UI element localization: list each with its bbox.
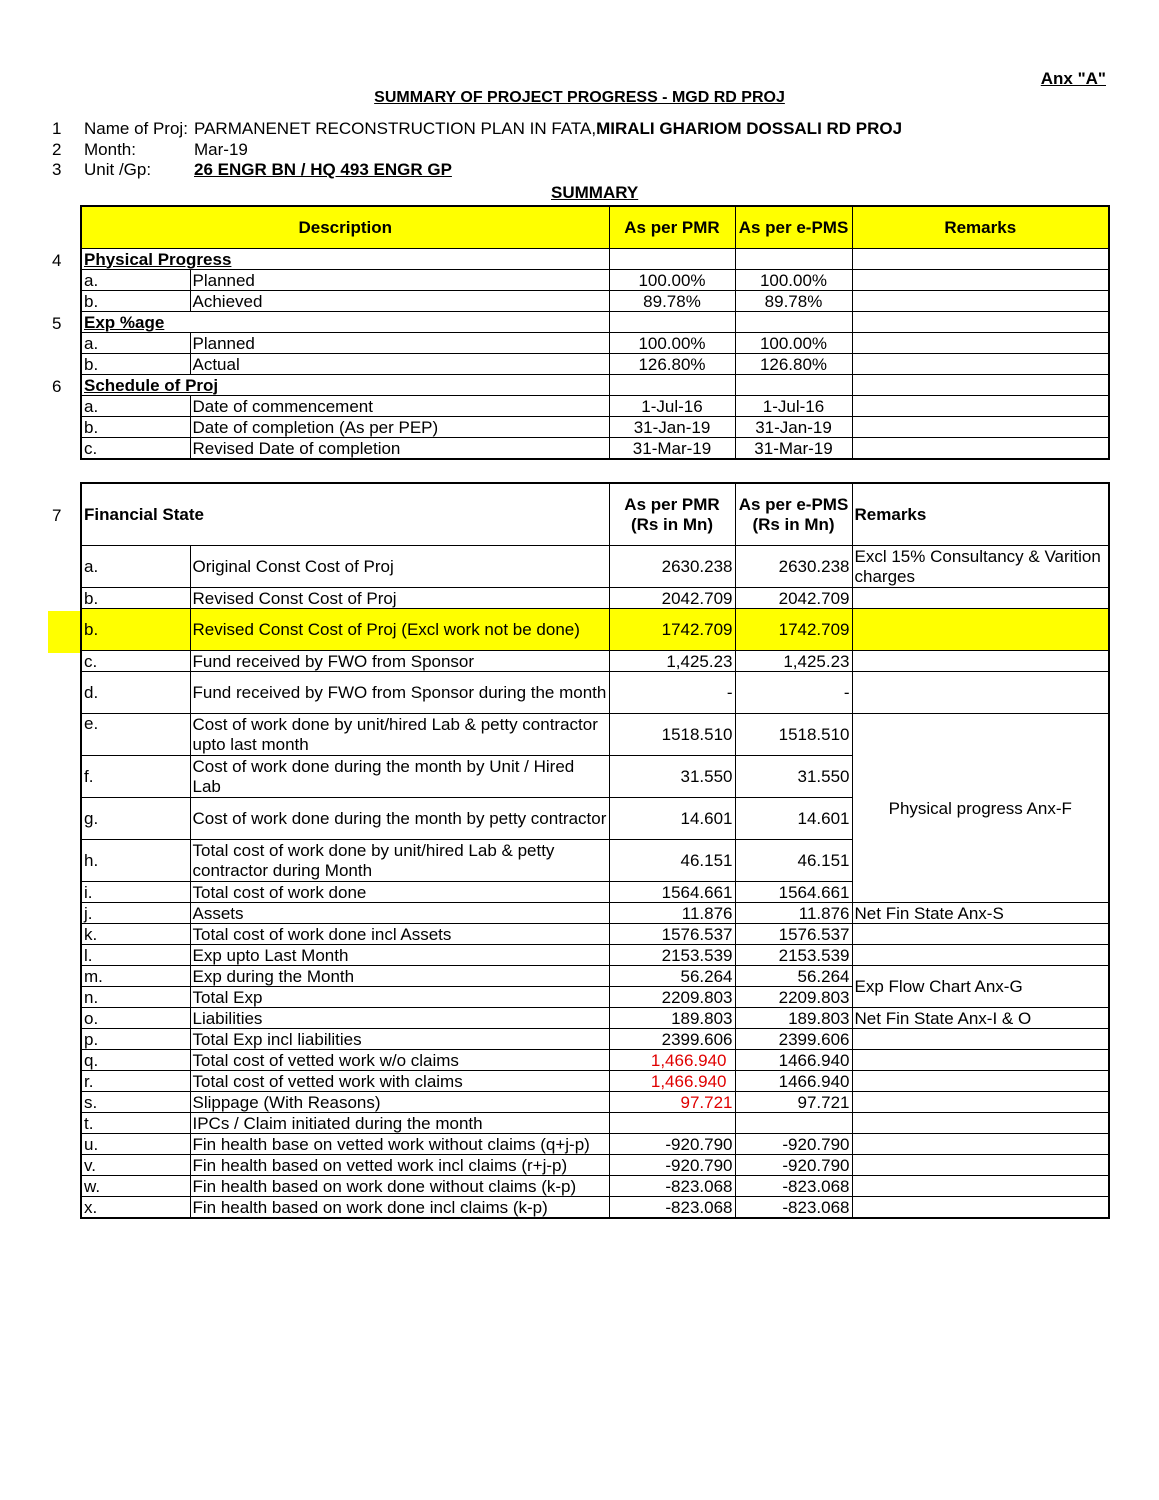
- row-desc: Date of commencement: [190, 396, 609, 417]
- row-pmr: 1742.709: [609, 609, 735, 651]
- row-key: r.: [81, 1071, 190, 1092]
- row-epms: 100.00%: [735, 270, 852, 291]
- row-epms: 1,425.23: [735, 651, 852, 672]
- header-epms: As per e-PMS (Rs in Mn): [735, 483, 852, 546]
- row-desc: Total cost of work done by unit/hired Lab & petty contractor during Month: [190, 840, 609, 882]
- row-epms: 2209.803: [735, 987, 852, 1008]
- row-pmr: 46.151: [609, 840, 735, 882]
- row-pmr: 100.00%: [609, 270, 735, 291]
- row-key: s.: [81, 1092, 190, 1113]
- row-epms: 1466.940: [735, 1071, 852, 1092]
- row-pmr: 1,466.940: [609, 1050, 735, 1071]
- section-label: Schedule of Proj: [81, 375, 609, 396]
- row-desc: Planned: [190, 333, 609, 354]
- row-desc: Fin health based on work done incl claims (k-p): [190, 1197, 609, 1219]
- row-desc: Total cost of vetted work with claims: [190, 1071, 609, 1092]
- row-remarks: [852, 1092, 1109, 1113]
- row-remarks: [852, 672, 1109, 714]
- row-remarks: [852, 1050, 1109, 1071]
- row-key: v.: [81, 1155, 190, 1176]
- row-remarks: [852, 1134, 1109, 1155]
- section-row: [81, 312, 1109, 333]
- row-epms: 2042.709: [735, 588, 852, 609]
- row-desc: Cost of work done during the month by petty contractor: [190, 798, 609, 840]
- table-row: [81, 438, 1109, 460]
- row-pmr: 189.803: [609, 1008, 735, 1029]
- row-epms: [735, 1113, 852, 1134]
- info-label: Unit /Gp:: [84, 160, 152, 179]
- row-epms: 1742.709: [735, 609, 852, 651]
- row-remarks: [852, 945, 1109, 966]
- row-desc: Fund received by FWO from Sponsor: [190, 651, 609, 672]
- table-row: [81, 1197, 1109, 1219]
- table-header: [81, 206, 1109, 249]
- row-epms: 89.78%: [735, 291, 852, 312]
- month-value: Mar-19: [194, 140, 248, 159]
- row-key: i.: [81, 882, 190, 903]
- row-desc: Assets: [190, 903, 609, 924]
- row-key: h.: [81, 840, 190, 882]
- row-desc: Revised Const Cost of Proj: [190, 588, 609, 609]
- annex-label: Anx "A": [1040, 69, 1106, 88]
- info-number: 3: [52, 160, 62, 179]
- row-pmr: 2630.238: [609, 546, 735, 588]
- header-pmr: As per PMR: [609, 206, 735, 249]
- row-pmr: -823.068: [609, 1197, 735, 1219]
- row-desc: Total cost of vetted work w/o claims: [190, 1050, 609, 1071]
- row-key: d.: [81, 672, 190, 714]
- row-pmr: -920.790: [609, 1155, 735, 1176]
- row-key: b.: [81, 417, 190, 438]
- table-row: [81, 1008, 1109, 1029]
- row-pmr: 1564.661: [609, 882, 735, 903]
- row-pmr: 89.78%: [609, 291, 735, 312]
- table-row: [81, 714, 1109, 756]
- row-desc: IPCs / Claim initiated during the month: [190, 1113, 609, 1134]
- table-row: [81, 396, 1109, 417]
- row-epms: 2153.539: [735, 945, 852, 966]
- header-description: Description: [81, 206, 609, 249]
- table-row: [81, 1092, 1109, 1113]
- row-epms: 11.876: [735, 903, 852, 924]
- row-desc: Exp during the Month: [190, 966, 609, 987]
- row-epms: 1564.661: [735, 882, 852, 903]
- row-key: c.: [81, 438, 190, 460]
- row-epms: 126.80%: [735, 354, 852, 375]
- remarks-physical-progress: Physical progress Anx-F: [852, 714, 1109, 903]
- row-pmr: -: [609, 672, 735, 714]
- table-row: [81, 672, 1109, 714]
- table-row: [81, 1134, 1109, 1155]
- page-title: SUMMARY OF PROJECT PROGRESS - MGD RD PROJ: [374, 89, 785, 106]
- row-desc: Cost of work done by unit/hired Lab & petty contractor upto last month: [190, 714, 609, 756]
- row-remarks: Excl 15% Consultancy & Varition charges: [852, 546, 1109, 588]
- row-key: b.: [81, 588, 190, 609]
- row-pmr: 31-Jan-19: [609, 417, 735, 438]
- header-financial: Financial State: [81, 483, 609, 546]
- row-remarks: [852, 1029, 1109, 1050]
- project-name: PARMANENET RECONSTRUCTION PLAN IN FATA,MIRALI GHARIOM DOSSALI RD PROJ: [194, 119, 903, 138]
- section-row: [81, 249, 1109, 270]
- table-header: [81, 483, 1109, 546]
- table-row: [81, 417, 1109, 438]
- row-key: o.: [81, 1008, 190, 1029]
- section-number: 4: [52, 251, 62, 270]
- row-epms: 14.601: [735, 798, 852, 840]
- row-key: f.: [81, 756, 190, 798]
- table-row: [81, 903, 1109, 924]
- row-pmr: -823.068: [609, 1176, 735, 1197]
- row-desc: Planned: [190, 270, 609, 291]
- header-remarks: Remarks: [852, 206, 1109, 249]
- row-remarks: [852, 1071, 1109, 1092]
- row-remarks: [852, 609, 1109, 651]
- row-remarks: [852, 1113, 1109, 1134]
- row-key: a.: [81, 270, 190, 291]
- table-row: [81, 924, 1109, 945]
- row-key: l.: [81, 945, 190, 966]
- row-desc: Exp upto Last Month: [190, 945, 609, 966]
- row-epms: -: [735, 672, 852, 714]
- row-key: k.: [81, 924, 190, 945]
- row-desc: Liabilities: [190, 1008, 609, 1029]
- table-row: [81, 1155, 1109, 1176]
- row-epms: 56.264: [735, 966, 852, 987]
- table-row: [81, 333, 1109, 354]
- info-label: Name of Proj:: [84, 119, 188, 138]
- row-desc: Fund received by FWO from Sponsor during the month: [190, 672, 609, 714]
- summary-title: SUMMARY: [551, 183, 639, 202]
- table-row: [81, 588, 1109, 609]
- row-remarks: [852, 1155, 1109, 1176]
- row-pmr: 2042.709: [609, 588, 735, 609]
- row-remarks: [852, 588, 1109, 609]
- row-desc: Total cost of work done: [190, 882, 609, 903]
- row-epms: 100.00%: [735, 333, 852, 354]
- row-epms: 1576.537: [735, 924, 852, 945]
- row-remarks: [852, 924, 1109, 945]
- section-row: [81, 375, 1109, 396]
- info-number: 2: [52, 140, 62, 159]
- row-desc: Fin health based on vetted work incl claims (r+j-p): [190, 1155, 609, 1176]
- row-epms: 31-Mar-19: [735, 438, 852, 460]
- row-key: b.: [81, 609, 190, 651]
- row-key: j.: [81, 903, 190, 924]
- table-row: [81, 1029, 1109, 1050]
- row-pmr: 2153.539: [609, 945, 735, 966]
- table-row: [81, 1176, 1109, 1197]
- row-epms: -823.068: [735, 1176, 852, 1197]
- row-desc: Fin health based on work done without claims (k-p): [190, 1176, 609, 1197]
- row-remarks: [852, 1176, 1109, 1197]
- row-desc: Actual: [190, 354, 609, 375]
- row-key: b.: [81, 354, 190, 375]
- section-number: 6: [52, 377, 62, 396]
- row-key: x.: [81, 1197, 190, 1219]
- row-epms: 189.803: [735, 1008, 852, 1029]
- row-pmr: 31-Mar-19: [609, 438, 735, 460]
- row-desc: Revised Const Cost of Proj (Excl work not be done): [190, 609, 609, 651]
- header-epms: As per e-PMS: [735, 206, 852, 249]
- row-epms: -920.790: [735, 1134, 852, 1155]
- row-remarks: Net Fin State Anx-I & O: [852, 1008, 1109, 1029]
- row-desc: Total cost of work done incl Assets: [190, 924, 609, 945]
- row-pmr: 14.601: [609, 798, 735, 840]
- row-key: e.: [81, 714, 190, 756]
- row-epms: 2399.606: [735, 1029, 852, 1050]
- row-desc: Revised Date of completion: [190, 438, 609, 460]
- row-epms: 31-Jan-19: [735, 417, 852, 438]
- row-pmr: 56.264: [609, 966, 735, 987]
- info-number: 1: [52, 119, 62, 138]
- row-desc: Total Exp incl liabilities: [190, 1029, 609, 1050]
- row-epms: 31.550: [735, 756, 852, 798]
- row-pmr: 1,425.23: [609, 651, 735, 672]
- row-desc: Original Const Cost of Proj: [190, 546, 609, 588]
- row-epms: 97.721: [735, 1092, 852, 1113]
- row-epms: 2630.238: [735, 546, 852, 588]
- row-key: b.: [81, 291, 190, 312]
- table-row: [81, 270, 1109, 291]
- row-key: a.: [81, 333, 190, 354]
- row-pmr: 97.721: [609, 1092, 735, 1113]
- table-row: [81, 1050, 1109, 1071]
- row-pmr: [609, 1113, 735, 1134]
- financial-table: [80, 482, 1110, 1219]
- row-remarks: Net Fin State Anx-S: [852, 903, 1109, 924]
- table-row: [81, 354, 1109, 375]
- row-epms: 1466.940: [735, 1050, 852, 1071]
- row-epms: 1518.510: [735, 714, 852, 756]
- table-row: [81, 1071, 1109, 1092]
- row-pmr: -920.790: [609, 1134, 735, 1155]
- header-remarks: Remarks: [852, 483, 1109, 546]
- section-label: Exp %age: [81, 312, 609, 333]
- row-epms: -920.790: [735, 1155, 852, 1176]
- row-pmr: 1576.537: [609, 924, 735, 945]
- row-desc: Cost of work done during the month by Unit / Hired Lab: [190, 756, 609, 798]
- row-key: n.: [81, 987, 190, 1008]
- table-row: [81, 1113, 1109, 1134]
- row-desc: Date of completion (As per PEP): [190, 417, 609, 438]
- row-desc: Fin health base on vetted work without claims (q+j-p): [190, 1134, 609, 1155]
- section-number: 7: [52, 506, 62, 525]
- row-highlight: [48, 611, 81, 653]
- row-pmr: 2399.606: [609, 1029, 735, 1050]
- row-desc: Slippage (With Reasons): [190, 1092, 609, 1113]
- row-key: a.: [81, 396, 190, 417]
- header-pmr: As per PMR (Rs in Mn): [609, 483, 735, 546]
- row-pmr: 11.876: [609, 903, 735, 924]
- row-epms: -823.068: [735, 1197, 852, 1219]
- unit-value: 26 ENGR BN / HQ 493 ENGR GP: [194, 160, 452, 179]
- row-key: u.: [81, 1134, 190, 1155]
- row-pmr: 2209.803: [609, 987, 735, 1008]
- row-key: w.: [81, 1176, 190, 1197]
- table-row: [81, 546, 1109, 588]
- row-key: q.: [81, 1050, 190, 1071]
- table-row: [81, 291, 1109, 312]
- section-label: Physical Progress: [81, 249, 609, 270]
- highlighted-row: [81, 609, 1109, 651]
- row-key: c.: [81, 651, 190, 672]
- row-pmr: 126.80%: [609, 354, 735, 375]
- section-number: 5: [52, 314, 62, 333]
- row-remarks: [852, 651, 1109, 672]
- summary-table: [80, 205, 1110, 460]
- row-pmr: 100.00%: [609, 333, 735, 354]
- row-key: a.: [81, 546, 190, 588]
- table-row: [81, 651, 1109, 672]
- row-desc: Achieved: [190, 291, 609, 312]
- remarks-exp-flow: Exp Flow Chart Anx-G: [852, 966, 1109, 1008]
- row-epms: 46.151: [735, 840, 852, 882]
- row-pmr: 1-Jul-16: [609, 396, 735, 417]
- row-pmr: 1,466.940: [609, 1071, 735, 1092]
- row-pmr: 1518.510: [609, 714, 735, 756]
- row-key: g.: [81, 798, 190, 840]
- row-key: t.: [81, 1113, 190, 1134]
- info-label: Month:: [84, 140, 136, 159]
- table-row: [81, 966, 1109, 987]
- row-pmr: 31.550: [609, 756, 735, 798]
- table-row: [81, 945, 1109, 966]
- row-remarks: [852, 1197, 1109, 1219]
- row-desc: Total Exp: [190, 987, 609, 1008]
- row-key: m.: [81, 966, 190, 987]
- row-key: p.: [81, 1029, 190, 1050]
- row-epms: 1-Jul-16: [735, 396, 852, 417]
